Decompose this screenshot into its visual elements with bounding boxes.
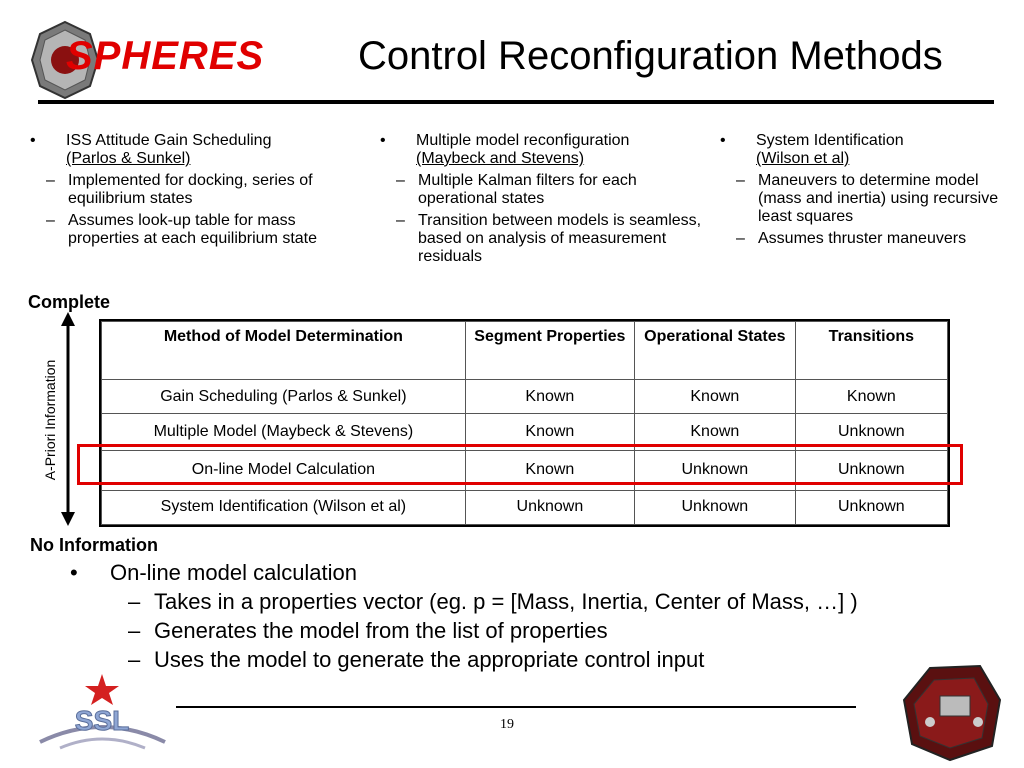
table-cell: Known [465, 380, 634, 414]
double-arrow-icon [58, 312, 78, 526]
header-operational-states: Operational States [634, 322, 795, 380]
ssl-logo-text: SSL [74, 705, 130, 736]
column-system-identification [720, 132, 1010, 248]
sub-bullet: – Takes in a properties vector (eg. p = [Mass, Inertia, Center of Mass, …] ) [128, 589, 858, 614]
page-number: 19 [500, 717, 514, 732]
bullet-item: • ISS Attitude Gain Scheduling (Parlos & Sunkel) [30, 132, 360, 168]
slide-title: Control Reconfiguration Methods [358, 34, 943, 78]
table-cell: Unknown [634, 450, 795, 490]
bullet-item: • System Identification (Wilson et al) [720, 132, 1010, 168]
citation-link[interactable]: (Parlos & Sunkel) [66, 150, 191, 167]
column-multiple-model [380, 132, 710, 266]
axis-bottom-label: No Information [30, 535, 158, 555]
table-cell: Known [634, 380, 795, 414]
sub-bullet: – Maneuvers to determine model (mass and inertia) using recursive least squares [736, 172, 999, 225]
axis-top-label: Complete [28, 292, 111, 312]
table-row [102, 380, 948, 414]
main-bullet-text: On-line model calculation [110, 560, 358, 585]
citation-link[interactable]: (Maybeck and Stevens) [416, 150, 585, 167]
bottom-bullets [70, 558, 970, 674]
table-cell: Known [634, 414, 795, 450]
sub-bullet: – Generates the model from the list of properties [128, 618, 608, 643]
sub-bullet-text: Implemented for docking, series of equilibrium states [68, 172, 313, 207]
sub-bullet: – Implemented for docking, series of equilibrium states [46, 172, 313, 207]
table-cell: Unknown [634, 490, 795, 524]
title-divider [38, 100, 994, 104]
bullet-text: System Identification [756, 132, 904, 149]
table-cell: Unknown [795, 450, 947, 490]
footer-divider [176, 706, 856, 708]
header-transitions: Transitions [795, 322, 947, 380]
sub-bullet: – Uses the model to generate the appropriate control input [128, 647, 705, 672]
table-cell: Unknown [465, 490, 634, 524]
bullet-text: ISS Attitude Gain Scheduling [66, 132, 272, 149]
mit-ssl-logo-icon [30, 672, 175, 754]
sub-bullet-text: Takes in a properties vector (eg. p = [Mass, Inertia, Center of Mass, …] ) [154, 589, 858, 614]
sub-bullet: – Assumes look-up table for mass properties at each equilibrium state [46, 212, 318, 247]
sub-bullet-text: Assumes look-up table for mass properties at each equilibrium state [68, 212, 318, 247]
bullet-item: • Multiple model reconfiguration (Maybeck and Stevens) [380, 132, 710, 168]
header-segment-properties: Segment Properties [465, 322, 634, 380]
sub-bullet-text: Multiple Kalman filters for each operational states [418, 172, 637, 207]
table-cell: On-line Model Calculation [102, 450, 466, 490]
header-method: Method of Model Determination [102, 322, 466, 380]
table-cell: Known [465, 414, 634, 450]
highlight-box [77, 444, 963, 485]
sub-bullet-text: Uses the model to generate the appropriate control input [154, 647, 705, 672]
axis-side-label: A-Priori Information [42, 359, 58, 481]
bullet-text: Multiple model reconfiguration [416, 132, 630, 149]
spheres-satellite-icon [900, 660, 1004, 764]
table-header-row [102, 322, 948, 380]
table-cell: Known [465, 450, 634, 490]
table-cell: Unknown [795, 490, 947, 524]
sub-bullet-text: Generates the model from the list of properties [154, 618, 608, 643]
table-row [102, 490, 948, 524]
table-cell: Known [795, 380, 947, 414]
sub-bullet: – Assumes thruster maneuvers [736, 230, 967, 247]
table-cell: System Identification (Wilson et al) [102, 490, 466, 524]
sub-bullet-text: Assumes thruster maneuvers [758, 230, 967, 247]
column-gain-scheduling [30, 132, 360, 248]
table-cell: Multiple Model (Maybeck & Stevens) [102, 414, 466, 450]
citation-link[interactable]: (Wilson et al) [756, 150, 850, 167]
sub-bullet: – Transition between models is seamless, based on analysis of measurement residuals [396, 212, 702, 265]
sub-bullet: – Multiple Kalman filters for each operational states [396, 172, 637, 207]
table-cell: Gain Scheduling (Parlos & Sunkel) [102, 380, 466, 414]
sub-bullet-text: Maneuvers to determine model (mass and inertia) using recursive least squares [758, 172, 999, 225]
main-bullet: • On-line model calculation [70, 560, 358, 585]
sub-bullet-text: Transition between models is seamless, based on analysis of measurement residuals [418, 212, 702, 265]
methods-table [99, 319, 950, 527]
table-cell: Unknown [795, 414, 947, 450]
brand-logo-text: SPHERES [66, 34, 265, 78]
